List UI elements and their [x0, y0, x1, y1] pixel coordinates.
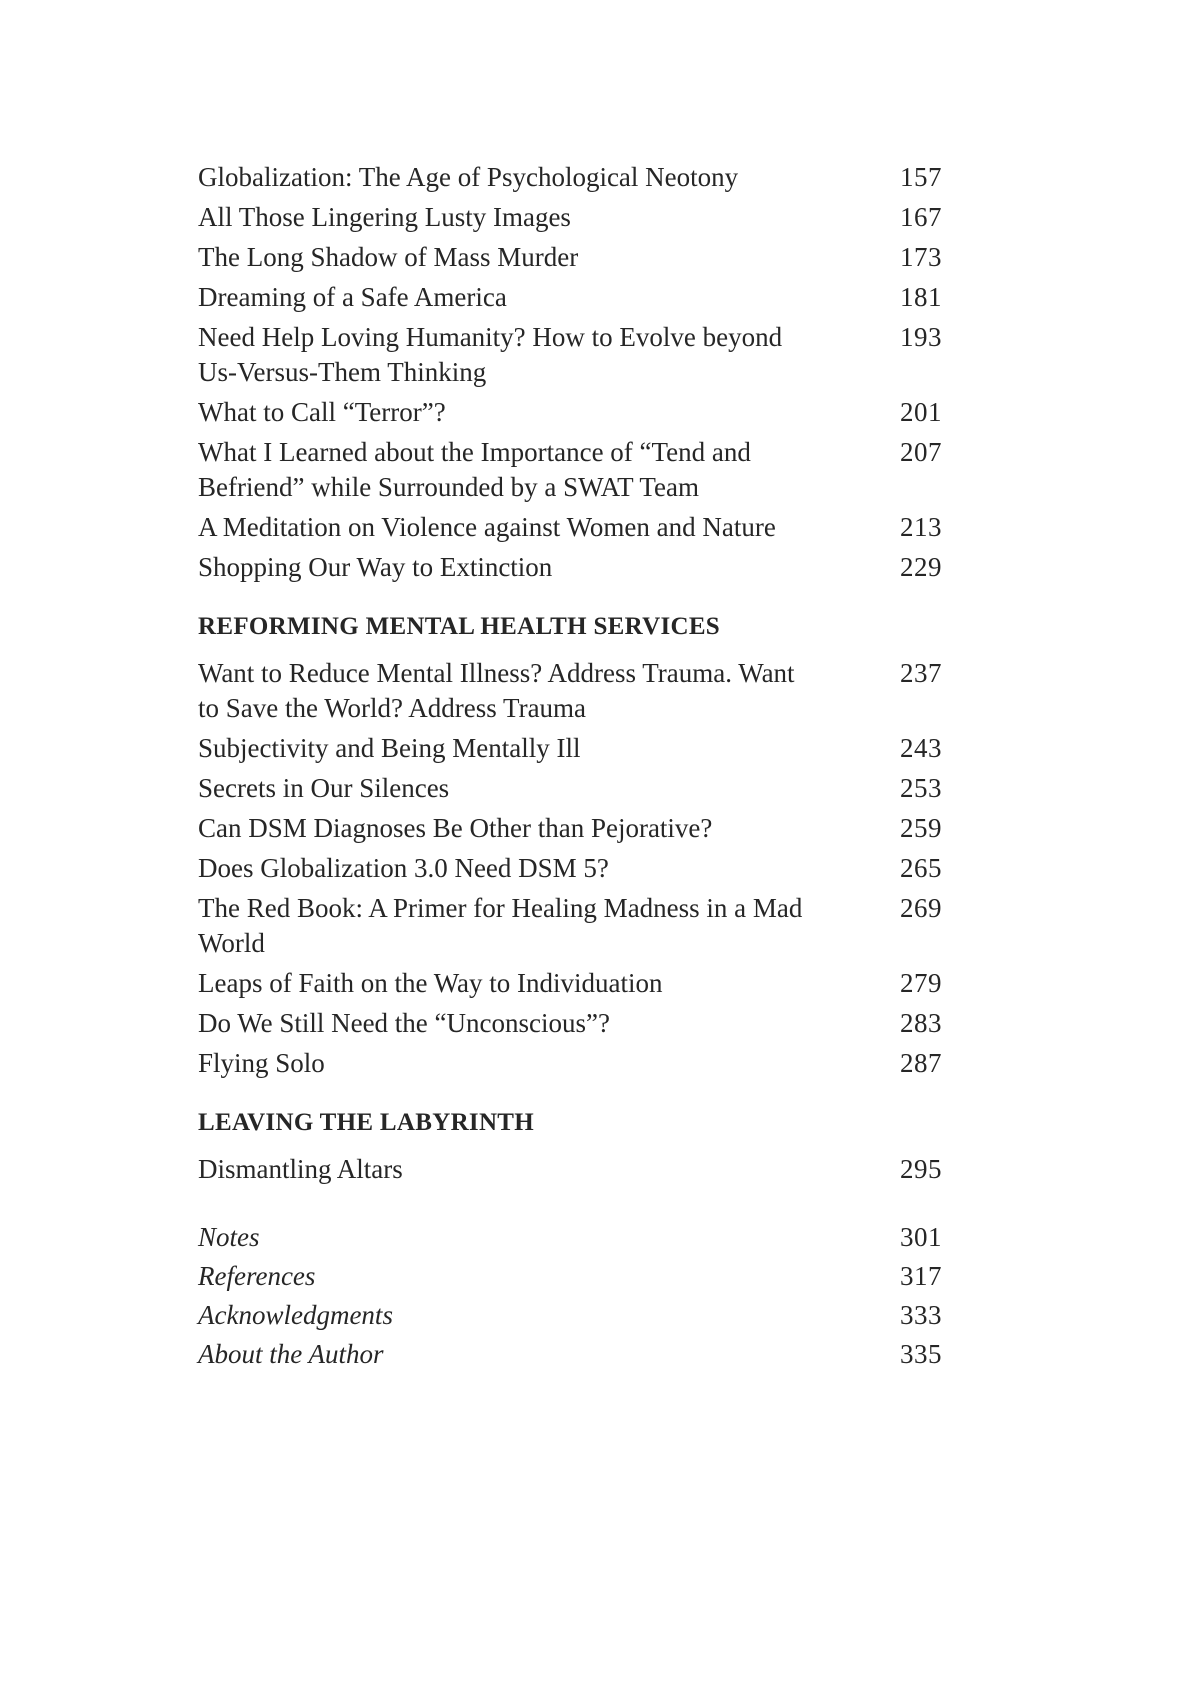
toc-entry[interactable]: [198, 1046, 942, 1081]
toc-entry-back-matter[interactable]: [198, 1337, 942, 1372]
toc-entry-title: Can DSM Diagnoses Be Other than Pejorative?: [198, 813, 713, 843]
toc-entry-title: Secrets in Our Silences: [198, 773, 450, 803]
toc-entry-title: References: [198, 1261, 316, 1291]
toc-entry-title: Do We Still Need the “Unconscious”?: [198, 1008, 610, 1038]
toc-entry-title: Globalization: The Age of Psychological Neotony: [198, 162, 739, 192]
toc-entry-title: What I Learned about the Importance of “Tend and Befriend” while Surrounded by a SWAT Team: [198, 437, 751, 502]
toc-entry[interactable]: [198, 395, 942, 430]
toc-entry-page: 201: [900, 397, 942, 427]
toc-entry-page: 181: [900, 282, 942, 312]
toc-entry-page: 167: [900, 202, 942, 232]
toc-entry-page: 265: [900, 853, 942, 883]
toc-entry-page: 253: [900, 773, 942, 803]
toc-entry-title: Dreaming of a Safe America: [198, 282, 507, 312]
toc-entry-page: 287: [900, 1048, 942, 1078]
toc-entry[interactable]: [198, 811, 942, 846]
toc-entry-page: 295: [900, 1154, 942, 1184]
toc-entry-page: 173: [900, 242, 942, 272]
toc-entry-title: Leaps of Faith on the Way to Individuation: [198, 968, 663, 998]
toc-entry-title: Want to Reduce Mental Illness? Address Trauma. Want to Save the World? Address Trauma: [198, 658, 795, 723]
toc-entry-title: Does Globalization 3.0 Need DSM 5?: [198, 853, 609, 883]
toc-entry[interactable]: [198, 320, 942, 390]
toc-entry-title: Need Help Loving Humanity? How to Evolve beyond Us-Versus-Them Thinking: [198, 322, 783, 387]
toc-entry-title: The Red Book: A Primer for Healing Madness in a Mad World: [198, 893, 803, 958]
toc-entry[interactable]: [198, 160, 942, 195]
toc-entry-page: 157: [900, 162, 942, 192]
toc-entry[interactable]: [198, 966, 942, 1001]
toc-entry-title: Acknowledgments: [198, 1300, 393, 1330]
toc-entry-page: 283: [900, 1008, 942, 1038]
toc-entry-title: About the Author: [198, 1339, 384, 1369]
toc-entry-page: 301: [900, 1222, 942, 1252]
toc-entry-page: 229: [900, 552, 942, 582]
table-of-contents: [198, 160, 942, 1376]
toc-entry[interactable]: [198, 771, 942, 806]
toc-entry-page: 237: [900, 658, 942, 688]
toc-entry-back-matter[interactable]: [198, 1220, 942, 1255]
toc-entry[interactable]: [198, 851, 942, 886]
toc-entry-title: What to Call “Terror”?: [198, 397, 446, 427]
toc-entry[interactable]: [198, 200, 942, 235]
toc-entry-page: 279: [900, 968, 942, 998]
toc-entry[interactable]: [198, 891, 942, 961]
section-heading: REFORMING MENTAL HEALTH SERVICES: [198, 613, 721, 640]
toc-entry[interactable]: [198, 731, 942, 766]
toc-entry-title: A Meditation on Violence against Women and Nature: [198, 512, 776, 542]
toc-entry[interactable]: [198, 510, 942, 545]
toc-entry[interactable]: [198, 435, 942, 505]
toc-entry-title: Notes: [198, 1222, 260, 1252]
toc-entry[interactable]: [198, 280, 942, 315]
toc-entry-page: 335: [900, 1339, 942, 1369]
section-heading: LEAVING THE LABYRINTH: [198, 1109, 535, 1136]
spacer: [198, 1192, 942, 1220]
toc-entry-title: Dismantling Altars: [198, 1154, 403, 1184]
toc-entry-page: 207: [900, 437, 942, 467]
toc-entry[interactable]: [198, 1006, 942, 1041]
toc-entry[interactable]: [198, 550, 942, 585]
toc-entry[interactable]: [198, 656, 942, 726]
toc-entry[interactable]: [198, 240, 942, 275]
toc-entry-title: Shopping Our Way to Extinction: [198, 552, 553, 582]
toc-entry-title: All Those Lingering Lusty Images: [198, 202, 571, 232]
toc-entry-title: Flying Solo: [198, 1048, 325, 1078]
toc-entry-title: Subjectivity and Being Mentally Ill: [198, 733, 581, 763]
toc-entry-page: 317: [900, 1261, 942, 1291]
toc-entry-page: 333: [900, 1300, 942, 1330]
toc-entry-page: 269: [900, 893, 942, 923]
toc-entry-back-matter[interactable]: [198, 1298, 942, 1333]
toc-entry[interactable]: [198, 1152, 942, 1187]
toc-entry-page: 243: [900, 733, 942, 763]
toc-entry-page: 259: [900, 813, 942, 843]
toc-entry-title: The Long Shadow of Mass Murder: [198, 242, 579, 272]
toc-entry-page: 193: [900, 322, 942, 352]
toc-entry-page: 213: [900, 512, 942, 542]
toc-entry-back-matter[interactable]: [198, 1259, 942, 1294]
